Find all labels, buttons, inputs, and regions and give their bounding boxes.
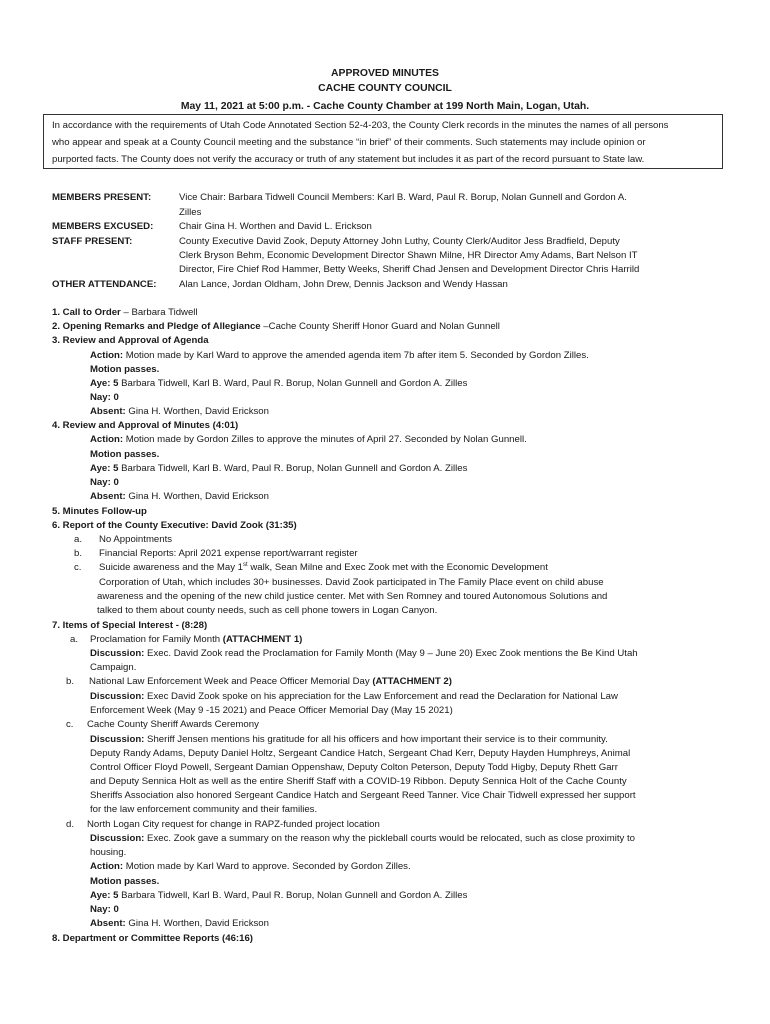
sub-item-continuation: Corporation of Utah, which includes 30+ businesses. David Zook participated in The Family Place event on child abuse <box>99 577 604 588</box>
agenda-item-7: 7. Items of Special Interest - (8:28) <box>52 620 208 631</box>
vote-nay: Nay: 0 <box>90 904 119 915</box>
absent-names: Gina H. Worthen, David Erickson <box>125 491 269 502</box>
sub-item-text <box>90 633 302 647</box>
sub-item-continuation: talked to them about county needs, such as cell phone towers in Logan Canyon. <box>97 605 438 616</box>
item-heading: 1. Call to Order <box>52 307 121 318</box>
sub-item-letter: b. <box>74 548 83 559</box>
discussion-continuation: housing. <box>90 847 127 858</box>
vote-aye <box>90 377 467 391</box>
text-segment: Proclamation for Family Month <box>90 634 223 645</box>
action-label: Action: <box>90 861 124 872</box>
agenda-item-1 <box>52 306 198 320</box>
members-excused-value: Chair Gina H. Worthen and David L. Erickson <box>179 221 372 232</box>
discussion-continuation: for the law enforcement community and their families. <box>90 804 318 815</box>
sub-item-letter: c. <box>74 562 82 573</box>
discussion-label: Discussion: <box>90 648 145 659</box>
discussion-continuation: Sheriffs Association also honored Sergeant Candice Hatch and Sergeant Reed Tanner. Vice Chair Tidwell expressed her support <box>90 790 636 801</box>
sub-item-text: Cache County Sheriff Awards Ceremony <box>87 719 259 730</box>
discussion-continuation: Enforcement Week (May 9 -15 2021) and Peace Officer Memorial Day (May 15 2021) <box>90 705 453 716</box>
sub-item-letter: b. <box>66 676 75 687</box>
staff-present-value <box>179 235 679 278</box>
agenda-item-3 <box>52 334 209 348</box>
vote-aye <box>90 462 467 476</box>
discussion-text: Sheriff Jensen mentions his gratitude for all his officers and how important their service is to their community. <box>144 734 608 745</box>
action-label: Action: <box>90 434 124 445</box>
discussion <box>90 647 638 661</box>
text-segment: Suicide awareness and the May 1 <box>99 562 243 573</box>
members-present-label: MEMBERS PRESENT: <box>52 192 152 203</box>
sub-item-letter: a. <box>70 634 79 645</box>
council-name: CACHE COUNTY COUNCIL <box>318 83 452 94</box>
superscript: st <box>243 561 248 568</box>
other-attendance-label: OTHER ATTENDANCE: <box>52 279 157 290</box>
sub-item-letter: d. <box>66 819 75 830</box>
absent-label: Absent: <box>90 406 126 417</box>
item-heading: 3. Review and Approval of Agenda <box>52 335 209 346</box>
discussion-continuation: and Deputy Sennica Holt as well as the entire Sheriff Staff with a COVID-19 Ribbon. Deputy Sennica Holt of the Cache County <box>90 776 627 787</box>
members-excused-label: MEMBERS EXCUSED: <box>52 221 154 232</box>
motion-result: Motion passes. <box>90 364 160 375</box>
agenda-item-5: 5. Minutes Follow-up <box>52 506 147 517</box>
discussion-text: Exec David Zook spoke on his appreciation for the Law Enforcement and read the Declaration for National Law <box>144 691 618 702</box>
members-present-value <box>179 191 679 220</box>
staff-present-label: STAFF PRESENT: <box>52 236 133 247</box>
vote-aye <box>90 889 467 903</box>
absent-label: Absent: <box>90 918 126 929</box>
legal-notice-box <box>43 114 723 169</box>
agenda-item-2 <box>52 320 500 334</box>
motion-result: Motion passes. <box>90 449 160 460</box>
sub-item-text <box>89 675 452 689</box>
sub-item-letter: a. <box>74 534 83 545</box>
agenda-item-4: 4. Review and Approval of Minutes (4:01) <box>52 420 239 431</box>
notice-line: purported facts. The County does not verify the accuracy or truth of any statement but includes it as part of the record pursuant to State law. <box>52 154 645 165</box>
staff-present-line: County Executive David Zook, Deputy Attorney John Luthy, County Clerk/Auditor Jess Bradfield, Deputy <box>179 236 620 247</box>
aye-label: Aye: 5 <box>90 463 119 474</box>
discussion-continuation: Campaign. <box>90 662 137 673</box>
aye-names: Barbara Tidwell, Karl B. Ward, Paul R. Borup, Nolan Gunnell and Gordon A. Zilles <box>118 463 468 474</box>
motion-action <box>90 860 411 874</box>
action-text: Motion made by Gordon Zilles to approve the minutes of April 27. Seconded by Nolan Gunnell. <box>123 434 527 445</box>
discussion <box>90 733 608 747</box>
discussion-label: Discussion: <box>90 691 145 702</box>
discussion-continuation: Deputy Randy Adams, Deputy Daniel Holtz, Sergeant Candice Hatch, Sergeant Chad Kerr, Deputy Hayden Humphreys, Animal <box>90 748 631 759</box>
text-segment: National Law Enforcement Week and Peace Officer Memorial Day <box>89 676 373 687</box>
discussion <box>90 690 618 704</box>
discussion-label: Discussion: <box>90 833 145 844</box>
aye-label: Aye: 5 <box>90 378 119 389</box>
sub-item-text: North Logan City request for change in RAPZ-funded project location <box>87 819 380 830</box>
meeting-date-location: May 11, 2021 at 5:00 p.m. - Cache County Chamber at 199 North Main, Logan, Utah. <box>180 101 590 112</box>
absent-names: Gina H. Worthen, David Erickson <box>125 918 269 929</box>
vote-absent <box>90 490 269 504</box>
other-attendance-value: Alan Lance, Jordan Oldham, John Drew, Dennis Jackson and Wendy Hassan <box>179 279 508 290</box>
sub-item-letter: c. <box>66 719 74 730</box>
discussion <box>90 832 635 846</box>
sub-item-continuation: awareness and the opening of the new child justice center. Met with Sen Romney and toured Autonomous Solutions and <box>97 591 608 602</box>
sub-item-text: No Appointments <box>99 534 173 545</box>
vote-absent <box>90 405 269 419</box>
action-text: Motion made by Karl Ward to approve. Seconded by Gordon Zilles. <box>123 861 411 872</box>
staff-present-line: Director, Fire Chief Rod Hammer, Betty Weeks, Sheriff Chad Jensen and Development Director Chris Harrild <box>179 264 640 276</box>
notice-line: who appear and speak at a County Council meeting and the substance “in brief” of their comments. Such statements may include opinion or <box>52 137 646 148</box>
aye-names: Barbara Tidwell, Karl B. Ward, Paul R. Borup, Nolan Gunnell and Gordon A. Zilles <box>118 890 468 901</box>
members-present-line: Vice Chair: Barbara Tidwell Council Members: Karl B. Ward, Paul R. Borup, Nolan Gunnell and Gordon A. <box>179 192 627 203</box>
aye-names: Barbara Tidwell, Karl B. Ward, Paul R. Borup, Nolan Gunnell and Gordon A. Zilles <box>118 378 468 389</box>
sub-item-text: Financial Reports: April 2021 expense report/warrant register <box>99 548 358 559</box>
text-segment: walk, Sean Milne and Exec Zook met with the Economic Development <box>247 562 548 573</box>
motion-action <box>90 349 589 363</box>
absent-label: Absent: <box>90 491 126 502</box>
vote-nay: Nay: 0 <box>90 392 119 403</box>
absent-names: Gina H. Worthen, David Erickson <box>125 406 269 417</box>
notice-line: In accordance with the requirements of Utah Code Annotated Section 52-4-203, the County Clerk records in the minutes the names of all persons <box>52 120 669 131</box>
discussion-text: Exec. Zook gave a summary on the reason why the pickleball courts would be relocated, such as close proximity to <box>144 833 635 844</box>
action-text: Motion made by Karl Ward to approve the amended agenda item 7b after item 5. Seconded by Gordon Zilles. <box>123 350 589 361</box>
vote-absent <box>90 917 269 931</box>
agenda-item-8: 8. Department or Committee Reports (46:16) <box>52 933 253 944</box>
document-title: APPROVED MINUTES <box>331 68 439 79</box>
vote-nay: Nay: 0 <box>90 477 119 488</box>
members-present-line: Zilles <box>179 207 202 219</box>
item-text: – Barbara Tidwell <box>120 307 198 318</box>
attachment-ref: (ATTACHMENT 2) <box>372 676 452 687</box>
item-text: –Cache County Sheriff Honor Guard and Nolan Gunnell <box>260 321 500 332</box>
discussion-text: Exec. David Zook read the Proclamation for Family Month (May 9 – June 20) Exec Zook mentions the Be Kind Utah <box>144 648 638 659</box>
aye-label: Aye: 5 <box>90 890 119 901</box>
discussion-continuation: Control Officer Floyd Powell, Sergeant Damian Oppenshaw, Deputy Colton Peterson, Deputy Todd Higby, Deputy Rhett Garr <box>90 762 618 773</box>
motion-result: Motion passes. <box>90 876 160 887</box>
item-heading: 2. Opening Remarks and Pledge of Allegiance <box>52 321 261 332</box>
action-label: Action: <box>90 350 124 361</box>
attachment-ref: (ATTACHMENT 1) <box>222 634 303 645</box>
agenda-item-6: 6. Report of the County Executive: David Zook (31:35) <box>52 520 297 531</box>
discussion-label: Discussion: <box>90 734 145 745</box>
motion-action <box>90 433 527 447</box>
staff-present-line: Clerk Bryson Behm, Economic Development Director Shawn Milne, HR Director Amy Adams, Bart Nelson IT <box>179 250 638 262</box>
sub-item-text <box>99 561 548 575</box>
